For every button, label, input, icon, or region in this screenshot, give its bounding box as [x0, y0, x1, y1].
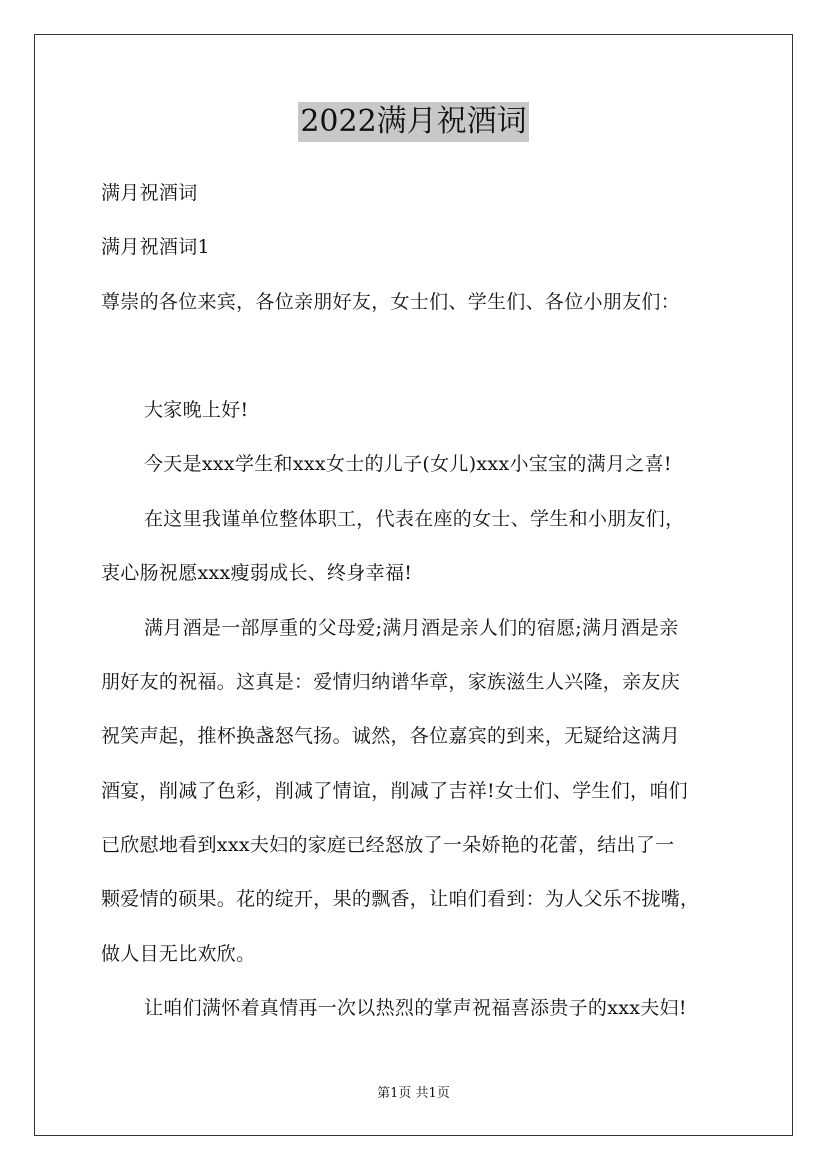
title-container: [0, 102, 827, 142]
doc-line-4: 大家晚上好!: [144, 399, 249, 421]
doc-line-12: 已欣慰地看到xxx夫妇的家庭已经怒放了一朵娇艳的花蕾，结出了一: [101, 834, 675, 856]
doc-line-6: 在这里我谨单位整体职工，代表在座的女士、学生和小朋友们，: [144, 508, 685, 530]
doc-line-1: 满月祝酒词: [101, 182, 198, 204]
doc-line-8: 满月酒是一部厚重的父母爱;满月酒是亲人们的宿愿;满月酒是亲: [144, 617, 679, 639]
doc-line-10: 祝笑声起，推杯换盏怒气扬。诚然，各位嘉宾的到来，无疑给这满月: [101, 725, 681, 747]
doc-line-9: 朋好友的祝福。这真是：爱情归纳谱华章，家族滋生人兴隆，亲友庆: [101, 671, 681, 693]
doc-line-15: 让咱们满怀着真情再一次以热烈的掌声祝福喜添贵子的xxx夫妇!: [144, 997, 687, 1019]
doc-line-7: 衷心肠祝愿xxx瘦弱成长、终身幸福!: [101, 562, 413, 584]
doc-line-5: 今天是xxx学生和xxx女士的儿子(女儿)xxx小宝宝的满月之喜!: [144, 453, 672, 475]
doc-line-2: 满月祝酒词1: [101, 236, 210, 258]
doc-line-11: 酒宴，削减了色彩，削减了情谊，削减了吉祥!女士们、学生们，咱们: [101, 780, 688, 802]
doc-line-14: 做人目无比欢欣。: [101, 943, 256, 965]
document-title: 2022满月祝酒词: [298, 102, 528, 142]
doc-line-13: 颗爱情的硕果。花的绽开，果的飘香，让咱们看到：为人父乐不拢嘴，: [101, 888, 700, 910]
page-footer: 第1页 共1页: [377, 1086, 450, 1101]
doc-line-3: 尊崇的各位来宾，各位亲朋好友，女士们、学生们、各位小朋友们：: [101, 291, 681, 313]
